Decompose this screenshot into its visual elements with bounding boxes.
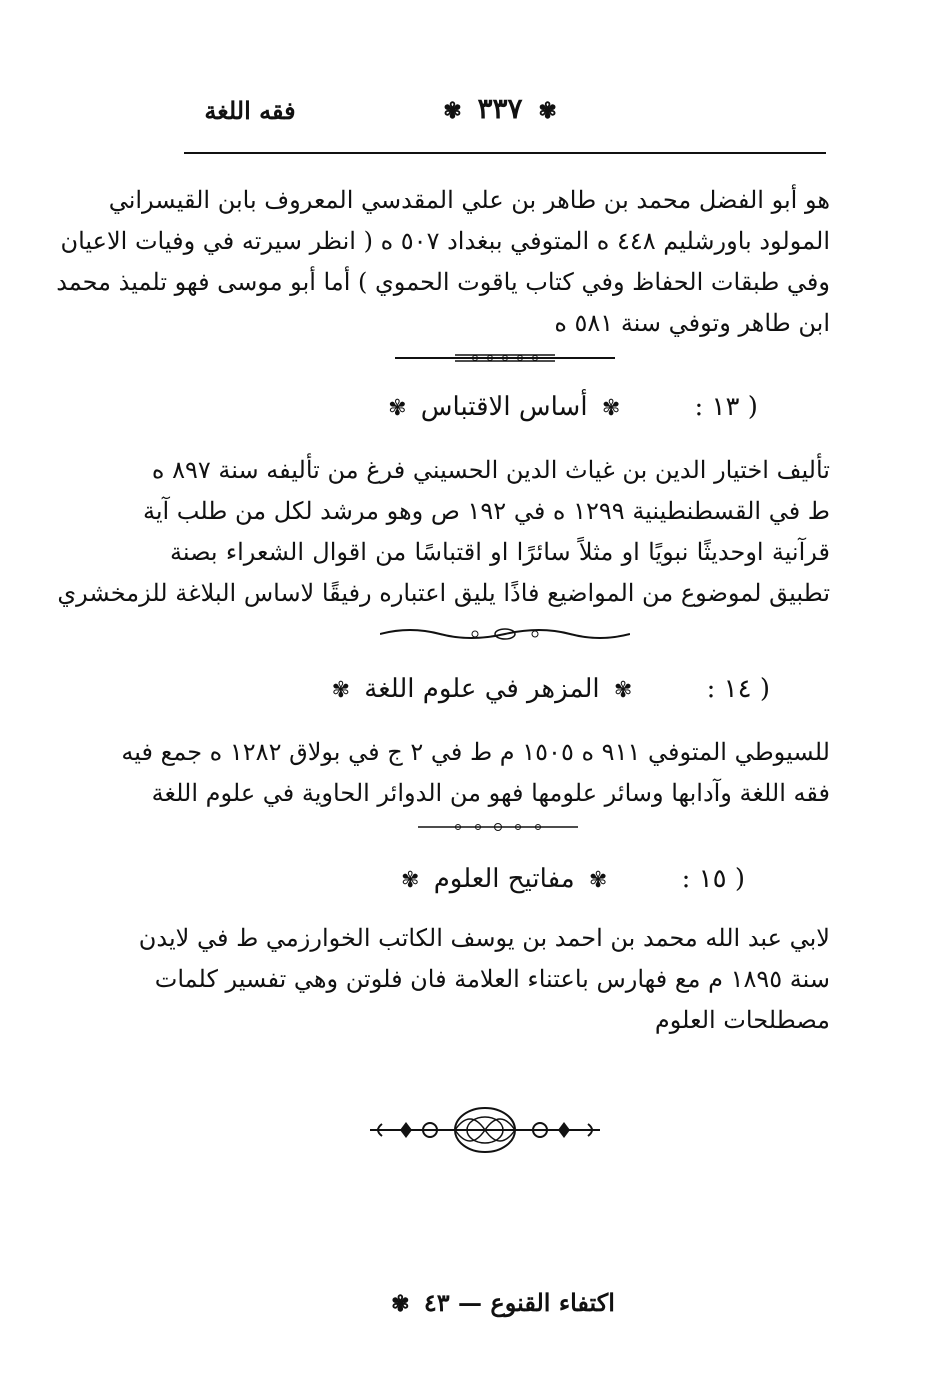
text-line: هو أبو الفضل محمد بن طاهر بن علي المقدسي المعروف بابن القيسراني — [108, 186, 830, 214]
section-heading-14 — [331, 674, 770, 704]
section-title: مفاتيح العلوم — [433, 864, 575, 894]
text-line: ابن طاهر وتوفي سنة ٥٨١ ه — [554, 309, 830, 337]
page-number-header — [420, 92, 580, 125]
section-number: ( ١٥ : — [681, 864, 746, 894]
text-line: وفي طبقات الحفاظ وفي كتاب ياقوت الحموي ) أما أبو موسى فهو تلميذ محمد — [56, 268, 830, 296]
footer-signature — [360, 1288, 640, 1317]
running-title: فقه اللغة — [204, 96, 296, 125]
ornamental-divider — [418, 820, 578, 834]
footer-text: اكتفاء القنوع — ٤٣ — [423, 1288, 615, 1317]
tailpiece-ornament-icon — [370, 1100, 600, 1160]
fleuron-icon: ✾ — [388, 396, 407, 421]
section-number: ( ١٤ : — [706, 674, 770, 704]
section-heading-13 — [370, 392, 770, 422]
text-line: فقه اللغة وآدابها وسائر علومها فهو من الدوائر الحاوية في علوم اللغة — [151, 779, 830, 807]
text-line: المولود باورشليم ٤٤٨ ه المتوفي ببغداد ٥٠٧ ه ( انظر سيرته في وفيات الاعيان — [60, 227, 830, 255]
fleuron-icon: ✾ — [613, 678, 633, 703]
section-title: المزهر في علوم اللغة — [364, 674, 600, 704]
section-15-paragraph — [138, 918, 830, 1041]
ornamental-divider — [380, 624, 630, 644]
ornamental-divider — [395, 350, 615, 366]
text-line: لابي عبد الله محمد بن احمد بن يوسف الكاتب الخوارزمي ط في لايدن — [138, 924, 830, 952]
intro-paragraph — [56, 180, 830, 344]
text-line: تطبيق لموضوع من المواضيع فاذًا يليق اعتباره رفيقًا لاساس البلاغة للزمخشري — [57, 579, 830, 607]
fleuron-left-icon: ✾ — [443, 98, 462, 124]
fleuron-icon: ✾ — [588, 868, 608, 893]
fleuron-right-icon: ✾ — [538, 98, 557, 124]
text-line: مصطلحات العلوم — [654, 1006, 830, 1034]
header-rule — [184, 152, 826, 154]
section-number: ( ١٣ : — [694, 392, 758, 422]
text-line: تأليف اختيار الدين بن غياث الدين الحسيني فرغ من تأليفه سنة ٨٩٧ ه — [151, 456, 830, 484]
fleuron-icon: ✾ — [331, 678, 351, 703]
text-line: قرآنية اوحديثًا نبويًا او مثلاً سائرًا او اقتباسًا من اقوال الشعراء بصنة — [170, 538, 830, 566]
fleuron-icon: ✾ — [400, 868, 420, 893]
fleuron-icon: ✾ — [601, 396, 621, 421]
text-line: سنة ١٨٩٥ م مع فهارس باعتناء العلامة فان فلوتن وهي تفسير كلمات — [154, 965, 830, 993]
section-14-paragraph — [121, 732, 830, 814]
page-number: ٣٣٧ — [477, 92, 523, 125]
section-13-paragraph — [57, 450, 830, 614]
fleuron-icon: ✾ — [391, 1291, 410, 1317]
section-heading-15 — [370, 864, 770, 894]
text-line: للسيوطي المتوفي ٩١١ ه ١٥٠٥ م ط في ٢ ج في بولاق ١٢٨٢ ه جمع فيه — [121, 738, 830, 766]
section-title: أساس الاقتباس — [420, 392, 588, 422]
text-line: ط في القسطنطينية ١٢٩٩ ه في ١٩٢ ص وهو مرشد لكل من طلب آية — [142, 497, 830, 525]
